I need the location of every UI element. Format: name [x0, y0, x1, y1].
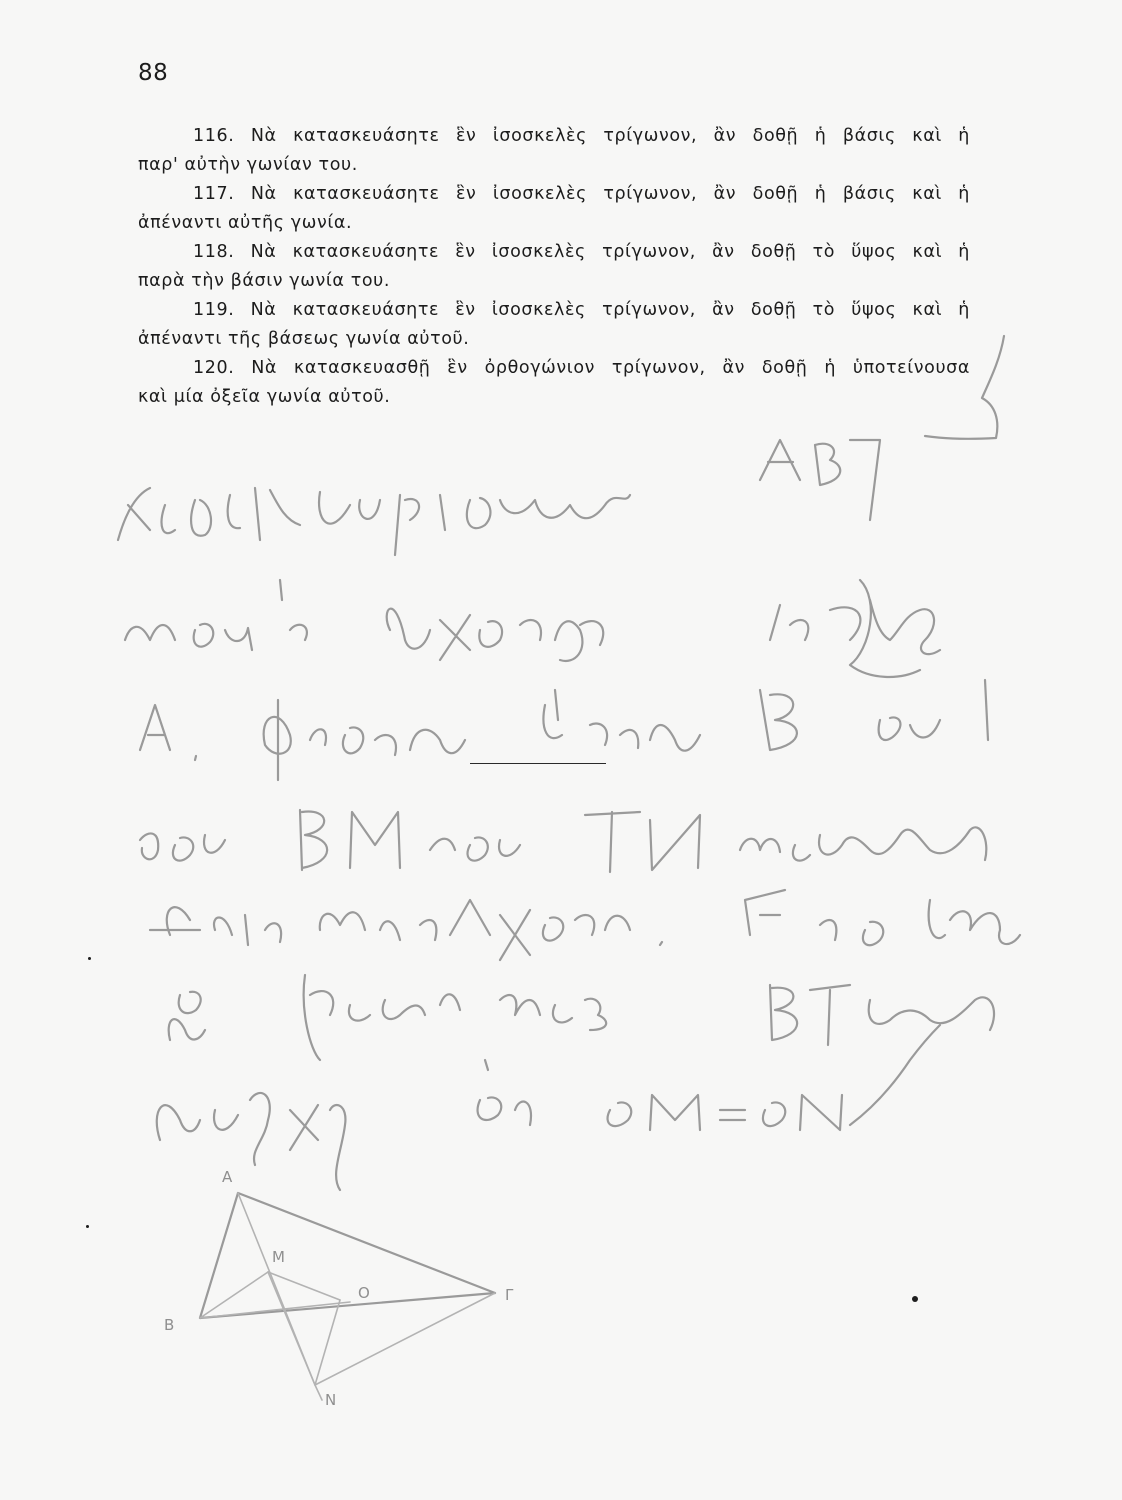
side-bg	[200, 1293, 495, 1318]
speck-dot	[86, 1225, 89, 1228]
page-number: 88	[138, 60, 169, 86]
exercise-text-line2: παρ' αὐτὴν γωνίαν του.	[138, 155, 358, 175]
handwritten-note	[118, 440, 1020, 1190]
vertex-label-g: Γ	[505, 1286, 514, 1304]
exercise-number: 119.	[193, 300, 235, 320]
exercise-118	[138, 238, 970, 296]
side-ab	[200, 1193, 238, 1318]
extension-n	[315, 1385, 322, 1400]
speck-dot	[88, 957, 91, 960]
exercise-text-line1: Νὰ κατασκευάσητε ἓν ἰσοσκελὲς τρίγωνον, ἂν δοθῇ ἡ βάσις καὶ ἡ	[250, 126, 970, 146]
exercise-number: 116.	[193, 126, 235, 146]
median-b-m	[200, 1272, 268, 1318]
exercise-text-line1: Νὰ κατασκευάσητε ἓν ἰσοσκελὲς τρίγωνον, ἂν δοθῇ τὸ ὕψος καὶ ἡ	[250, 300, 970, 320]
segment-m-o	[268, 1272, 340, 1300]
point-label-o: O	[358, 1284, 370, 1302]
segment-b-o	[200, 1302, 350, 1318]
exercise-list	[138, 122, 970, 412]
point-label-m: M	[272, 1248, 285, 1266]
exercise-text-line2: ἀπέναντι αὐτῆς γωνία.	[138, 213, 353, 233]
vertex-label-b: B	[164, 1316, 175, 1334]
segment-m-n	[268, 1272, 315, 1385]
exercise-number: 117.	[193, 184, 235, 204]
section-divider	[470, 763, 606, 764]
speck-dot	[912, 1296, 918, 1302]
triangle-figure	[164, 1168, 514, 1409]
segment-a-n	[238, 1193, 315, 1385]
exercise-number: 120.	[193, 358, 235, 378]
segment-o-n	[315, 1300, 340, 1385]
segment-g-n	[315, 1293, 495, 1385]
exercise-116	[138, 122, 970, 180]
exercise-117	[138, 180, 970, 238]
exercise-120	[138, 354, 970, 412]
exercise-text-line1: Νὰ κατασκευάσητε ἓν ἰσοσκελὲς τρίγωνον, ἂν δοθῇ ἡ βάσις καὶ ἡ	[250, 184, 970, 204]
exercise-text-line1: Νὰ κατασκευάσητε ἓν ἰσοσκελὲς τρίγωνον, ἂν δοθῇ τὸ ὕψος καὶ ἡ	[250, 242, 970, 262]
point-label-n: N	[325, 1391, 337, 1409]
exercise-text-line2: παρὰ τὴν βάσιν γωνία του.	[138, 271, 391, 291]
exercise-number: 118.	[193, 242, 235, 262]
exercise-text-line2: ἀπέναντι τῆς βάσεως γωνία αὐτοῦ.	[138, 329, 470, 349]
exercise-119	[138, 296, 970, 354]
vertex-label-a: A	[222, 1168, 233, 1186]
exercise-text-line1: Νὰ κατασκευασθῇ ἓν ὀρθογώνιον τρίγωνον, ἂν δοθῇ ἡ ὑποτείνουσα	[251, 358, 970, 378]
exercise-text-line2: καὶ μία ὀξεῖα γωνία αὐτοῦ.	[138, 387, 391, 407]
side-ag	[238, 1193, 495, 1293]
